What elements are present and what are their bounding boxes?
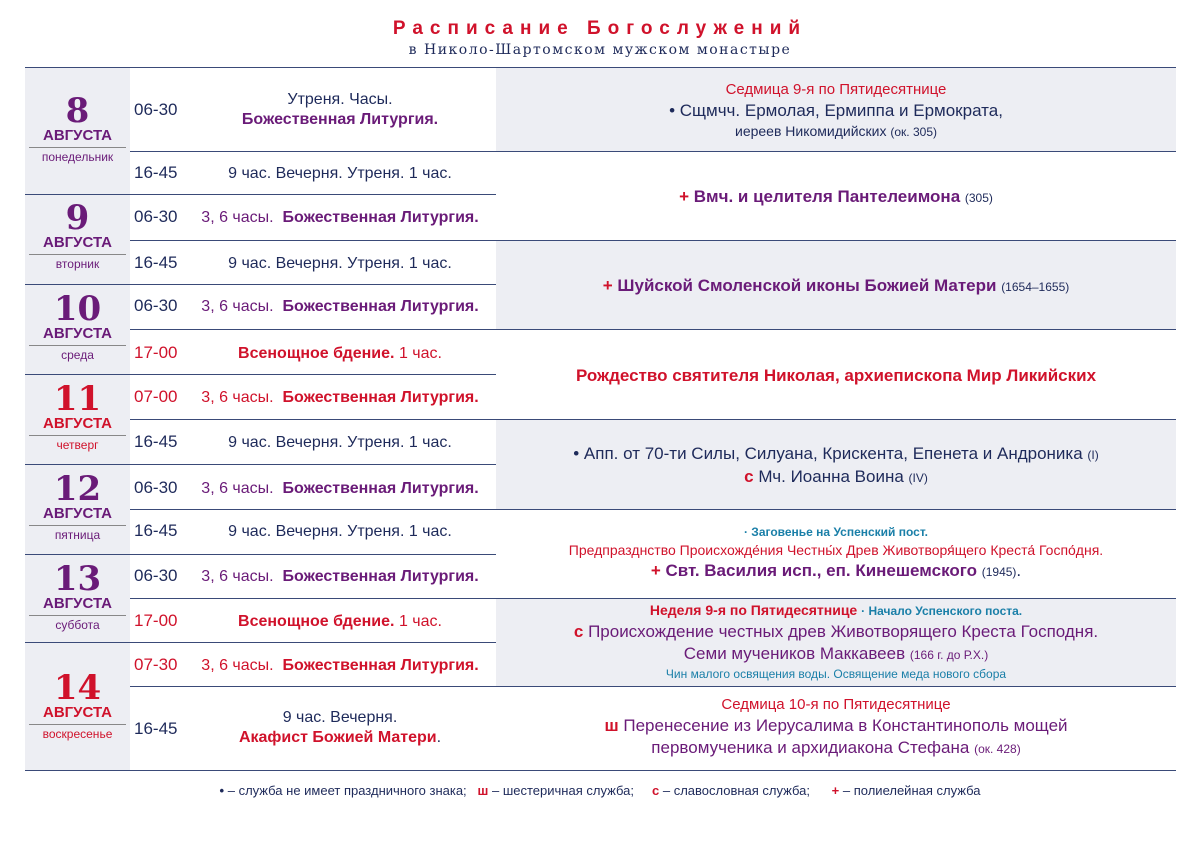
divider xyxy=(29,345,126,346)
slavoslovie-sign: с xyxy=(573,622,584,641)
service-desc: 9 час. Вечерня. Утреня. 1 час. xyxy=(228,434,452,451)
day-weekday: четверг xyxy=(56,438,99,452)
day-weekday: вторник xyxy=(55,257,100,271)
day-weekday: понедельник xyxy=(41,150,114,164)
service-time: 06-30 xyxy=(134,100,178,119)
feast-entry xyxy=(496,524,1176,583)
row-divider xyxy=(130,598,1176,599)
divider xyxy=(29,615,126,616)
service-time: 07-30 xyxy=(134,655,178,674)
service-pre: 3, 6 часы. xyxy=(201,568,274,585)
service-post: 1 час. xyxy=(398,345,442,362)
day-weekday: пятница xyxy=(54,528,101,542)
day-month: АВГУСТА xyxy=(42,704,112,721)
service-time: 06-30 xyxy=(134,478,178,497)
service-main: Божественная Литургия. xyxy=(282,480,479,497)
day-month: АВГУСТА xyxy=(42,505,112,522)
row-divider xyxy=(130,509,1176,510)
feast-note: (I) xyxy=(1087,448,1099,462)
service-desc xyxy=(190,479,490,499)
feast-line: • Сщмчч. Ермолая, Ермиппа и Ермократа, xyxy=(669,101,1003,120)
feast-line: Мч. Иоанна Воина xyxy=(758,467,904,486)
day-number: 12 xyxy=(53,469,102,509)
service-pre: 3, 6 часы. xyxy=(201,298,274,315)
day-month: АВГУСТА xyxy=(42,127,112,144)
polyeleos-sign: + xyxy=(679,187,690,206)
day-month: АВГУСТА xyxy=(42,415,112,432)
service-pre: 3, 6 часы. xyxy=(201,657,274,674)
day-weekday: среда xyxy=(61,348,94,362)
service-time: 16-45 xyxy=(134,163,178,182)
feast-entry xyxy=(496,443,1176,489)
feast-line: первомученика и архидиакона Стефана xyxy=(651,738,970,757)
day-cell xyxy=(25,559,130,632)
service-desc xyxy=(190,656,490,676)
day-cell xyxy=(25,198,130,271)
day-month: АВГУСТА xyxy=(42,234,112,251)
feast-entry xyxy=(496,275,1176,298)
feast-note: (305) xyxy=(964,191,993,205)
divider xyxy=(29,724,126,725)
feast-entry xyxy=(496,186,1176,209)
feast-water: Чин малого освящения воды. Освящение меда нового сбора xyxy=(665,667,1007,681)
service-desc xyxy=(200,612,480,632)
feast-week: Неделя 9-я по Пятидесятнице xyxy=(649,602,858,618)
row-divider xyxy=(130,419,1176,420)
feast-line: Происхождение честных древ Животворящего Креста Господня. xyxy=(588,622,1099,641)
service-main: Акафист Божией Матери xyxy=(238,729,437,746)
day-cell xyxy=(25,668,130,741)
row-divider xyxy=(130,151,1176,152)
row-divider xyxy=(130,329,1176,330)
service-pre: 3, 6 часы. xyxy=(201,480,274,497)
feast-note: (1654–1655) xyxy=(1001,280,1070,294)
page-subtitle: в Николо-Шартомском мужском монастыре xyxy=(408,42,792,58)
feast-line: Семи мучеников Маккавеев xyxy=(683,644,906,663)
divider xyxy=(29,525,126,526)
divider xyxy=(29,435,126,436)
day-cell xyxy=(25,289,130,362)
service-time: 16-45 xyxy=(134,253,178,272)
feast-name: Рождество святителя Николая, архиепископа Мир Ликийских xyxy=(575,366,1097,385)
day-month: АВГУСТА xyxy=(42,595,112,612)
service-post: 1 час. xyxy=(398,613,442,630)
day-cell xyxy=(25,469,130,542)
service-desc xyxy=(190,208,490,228)
day-weekday: воскресенье xyxy=(42,727,113,741)
feast-week: Седмица 9-я по Пятидесятнице xyxy=(725,81,947,98)
service-time: 16-45 xyxy=(134,719,178,738)
feast-note: (ок. 428) xyxy=(974,742,1021,756)
shesterichnaya-sign: ш xyxy=(604,716,619,735)
feast-line: • Апп. от 70-ти Силы, Силуана, Крискента, Епенета и Андроника xyxy=(573,444,1083,463)
service-main: Божественная Литургия. xyxy=(241,111,439,128)
feast-note: (ок. 305) xyxy=(890,125,937,139)
row-divider xyxy=(25,284,496,285)
feast-entry xyxy=(496,80,1176,142)
legend-sh-text: – шестеричная служба; xyxy=(492,783,634,798)
polyeleos-sign: + xyxy=(650,561,661,580)
day-cell xyxy=(25,379,130,452)
service-time: 16-45 xyxy=(134,432,178,451)
service-main: Всенощное бдение. xyxy=(238,613,395,630)
table-border-bottom xyxy=(25,770,1176,771)
feast-week: Седмица 10-я по Пятидесятнице xyxy=(721,696,951,713)
service-line: Утреня. Часы. xyxy=(287,91,393,108)
service-desc xyxy=(200,344,480,364)
day-weekday: суббота xyxy=(55,618,100,632)
table-border-top xyxy=(25,67,1176,68)
day-number: 10 xyxy=(53,289,102,329)
feast-line: иереев Никомидийских xyxy=(735,123,887,139)
divider xyxy=(29,147,126,148)
service-main: Божественная Литургия. xyxy=(282,389,479,406)
feast-note: (IV) xyxy=(908,471,928,485)
feast-name: Вмч. и целителя Пантелеимона xyxy=(693,187,961,206)
day-number: 14 xyxy=(53,668,102,708)
service-main: Божественная Литургия. xyxy=(282,209,479,226)
service-end: . xyxy=(436,729,442,746)
legend-s-text: – славословная служба; xyxy=(662,783,810,798)
feast-entry xyxy=(496,601,1176,682)
service-desc xyxy=(190,297,490,317)
service-time: 17-00 xyxy=(134,343,178,362)
day-number: 11 xyxy=(53,379,102,419)
feast-note: (1945) xyxy=(981,565,1017,579)
row-divider xyxy=(130,686,1176,687)
day-number: 8 xyxy=(65,91,90,131)
feast-end: . xyxy=(1016,561,1022,580)
service-desc xyxy=(190,388,490,408)
service-main: Божественная Литургия. xyxy=(282,568,479,585)
row-divider xyxy=(25,194,496,195)
row-divider xyxy=(25,464,496,465)
divider xyxy=(29,254,126,255)
feast-line: Перенесение из Иерусалима в Константинополь мощей xyxy=(623,716,1068,735)
service-desc xyxy=(200,708,480,748)
legend-plus-text: – полиелейная служба xyxy=(842,783,981,798)
service-main: Божественная Литургия. xyxy=(282,298,479,315)
slavoslovie-sign: с xyxy=(744,467,754,486)
service-line: 9 час. Вечерня. xyxy=(282,709,398,726)
service-desc: 9 час. Вечерня. Утреня. 1 час. xyxy=(228,165,452,182)
legend-sh-sign: ш xyxy=(477,783,489,798)
day-cell xyxy=(25,91,130,164)
service-time: 17-00 xyxy=(134,611,178,630)
day-month: АВГУСТА xyxy=(42,325,112,342)
row-divider xyxy=(25,374,496,375)
page-title: Расписание Богослужений xyxy=(392,18,808,39)
service-time: 16-45 xyxy=(134,521,178,540)
service-desc: 9 час. Вечерня. Утреня. 1 час. xyxy=(228,255,452,272)
feast-fast: · Заговенье на Успенский пост. xyxy=(743,525,929,539)
row-divider xyxy=(25,642,496,643)
legend-plus-sign: + xyxy=(831,783,840,798)
legend-dot-text: – служба не имеет праздничного знака; xyxy=(227,783,467,798)
service-pre: 3, 6 часы. xyxy=(201,209,274,226)
service-time: 07-00 xyxy=(134,387,178,406)
feast-entry xyxy=(496,365,1176,387)
feast-name: Шуйской Смоленской иконы Божией Матери xyxy=(617,276,997,295)
service-time: 06-30 xyxy=(134,566,178,585)
service-main: Всенощное бдение. xyxy=(238,345,395,362)
feast-prefeast: Предпразднство Происхожде́ния Честны́х Древ Животворя́щего Креста́ Госпо́дня. xyxy=(568,542,1104,558)
polyeleos-sign: + xyxy=(602,276,613,295)
row-divider xyxy=(25,554,496,555)
row-divider xyxy=(130,240,1176,241)
feast-fast: · Начало Успенского поста. xyxy=(861,604,1023,618)
day-number: 13 xyxy=(53,559,102,599)
service-time: 06-30 xyxy=(134,207,178,226)
feast-name: Свт. Василия исп., еп. Кинешемского xyxy=(665,561,977,580)
service-pre: 3, 6 часы. xyxy=(201,389,274,406)
feast-note: (166 г. до Р.Х.) xyxy=(909,648,989,662)
service-desc: 9 час. Вечерня. Утреня. 1 час. xyxy=(228,523,452,540)
legend-dot-sign: • xyxy=(219,783,225,798)
legend xyxy=(0,783,1200,798)
legend-s-sign: с xyxy=(652,783,660,798)
service-desc xyxy=(190,567,490,587)
day-number: 9 xyxy=(65,198,90,238)
service-desc xyxy=(200,90,480,130)
feast-entry xyxy=(496,695,1176,760)
service-time: 06-30 xyxy=(134,296,178,315)
service-main: Божественная Литургия. xyxy=(282,657,479,674)
